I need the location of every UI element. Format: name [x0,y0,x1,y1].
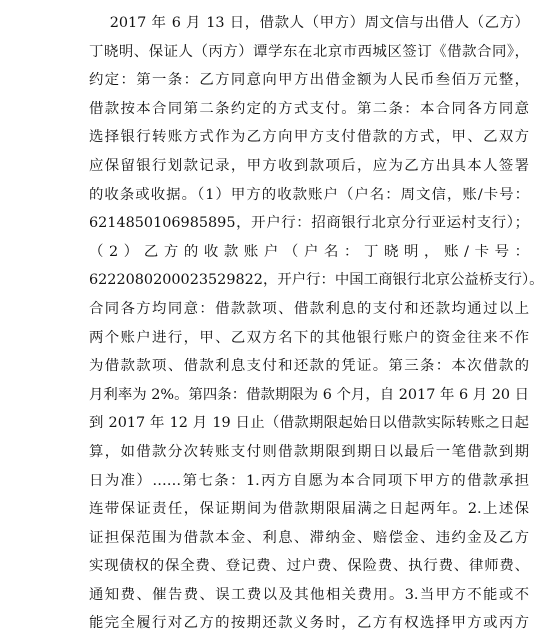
text-line: 应保留银行划款记录，甲方收到款项后，应为乙方出具本人签署 [89,157,529,174]
text-line: 连带保证责任，保证期间为借款期限届满之日起两年。2.上述保 [89,501,529,518]
text-line: 算，如借款分次转账支付则借款期限到期日以最后一笔借款到期 [89,443,529,460]
text-line: 到 2017 年 12 月 19 日止（借款期限起始日以借款实际转账之日起 [89,415,529,432]
text-line: 丁晓明、保证人（丙方）谭学东在北京市西城区签订《借款合同》， [89,43,529,60]
text-line: 实现债权的保全费、登记费、过户费、保险费、执行费、律师费、 [89,558,529,575]
contract-text [89,9,544,638]
text-line: 月利率为 2%。第四条：借款期限为 6 个月，自 2017 年 6 月 20 日 [89,386,529,403]
text-line: 6214850106985895，开户行：招商银行北京分行亚运村支行）； [89,215,529,232]
text-line: 日为准）……第七条：1.丙方自愿为本合同项下甲方的借款承担 [89,472,529,489]
text-line: 合同各方均同意：借款款项、借款利息的支付和还款均通过以上 [89,300,529,317]
text-line: 选择银行转账方式作为乙方向甲方支付借款的方式，甲、乙双方 [89,129,529,146]
text-line: 的收条或收据。（1）甲方的收款账户（户名：周文信，账/卡号： [89,186,529,203]
text-line: 约定：第一条：乙方同意向甲方出借金额为人民币叁佰万元整， [89,72,529,89]
text-line: 两个账户进行，甲、乙双方名下的其他银行账户的资金往来不作 [89,329,529,346]
text-line: （2）乙方的收款账户（户名：丁晓明，账/卡号： [89,243,529,260]
text-line: 证担保范围为借款本金、利息、滞纳金、赔偿金、违约金及乙方 [89,529,529,546]
text-line: 为借款款项、借款利息支付和还款的凭证。第三条：本次借款的 [89,358,529,375]
text-line: 能完全履行对乙方的按期还款义务时，乙方有权选择甲方或丙方 [89,615,529,632]
text-line: 借款按本合同第二条约定的方式支付。第二条：本合同各方同意 [89,100,529,117]
text-line: 通知费、催告费、误工费以及其他相关费用。3.当甲方不能或不 [89,586,529,603]
text-line: 6222080200023529822，开户行：中国工商银行北京公益桥支行）。 [89,272,544,289]
text-line: 2017 年 6 月 13 日，借款人（甲方）周文信与出借人（乙方） [89,15,529,31]
